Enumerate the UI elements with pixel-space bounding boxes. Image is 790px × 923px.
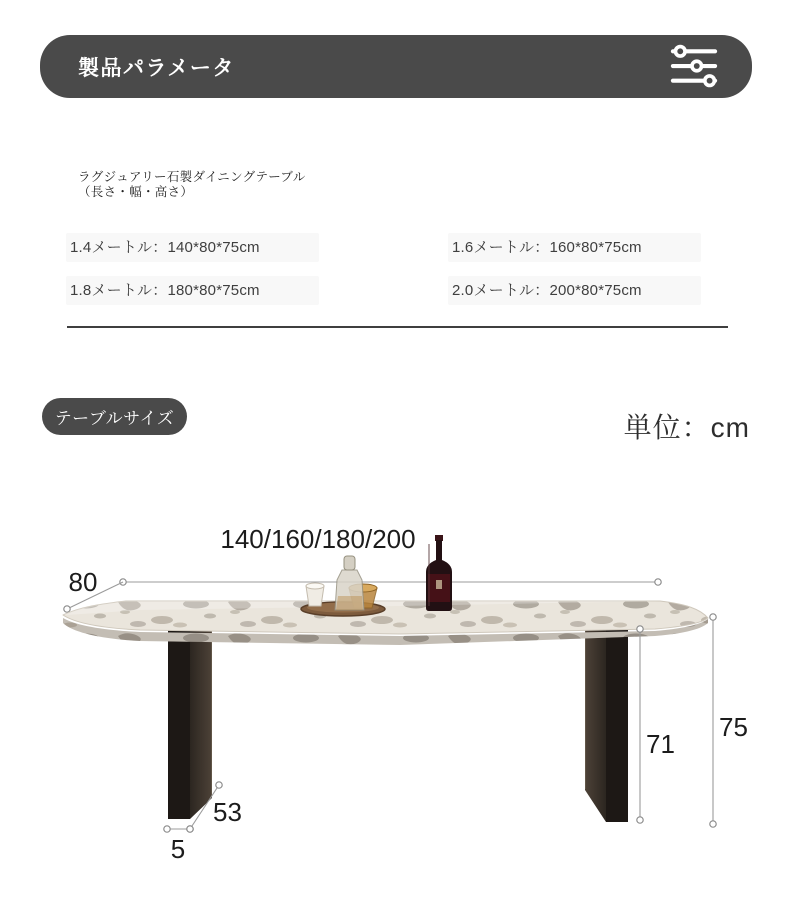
spec-1-8m: 1.8メートル：180*80*75cm xyxy=(66,276,319,305)
dimension-line-leg-thickness xyxy=(164,826,193,832)
dimension-leg-height-value: 71 xyxy=(646,729,675,759)
dimension-leg-thickness-value: 5 xyxy=(170,834,186,864)
product-title-line1: ラグジュアリー石製ダイニングテーブル xyxy=(78,170,306,184)
spec-2-0m: 2.0メートル：200*80*75cm xyxy=(448,276,701,305)
dimension-length-value: 140/160/180/200 xyxy=(220,524,416,554)
decanter xyxy=(335,556,364,610)
table-leg-left xyxy=(168,618,212,819)
section-title: 製品パラメータ xyxy=(78,56,235,80)
table-size-badge-label: テーブルサイズ xyxy=(54,409,175,428)
dimension-line-leg-height xyxy=(637,626,643,823)
section-divider xyxy=(67,326,728,328)
dimension-line-length xyxy=(120,579,661,585)
spec-1-4m: 1.4メートル：140*80*75cm xyxy=(66,233,319,262)
unit-label: 単位：cm xyxy=(623,412,750,443)
wine-bottle xyxy=(426,535,452,611)
product-title xyxy=(78,170,306,200)
sliders-icon xyxy=(668,44,720,88)
table-size-badge xyxy=(42,398,187,435)
table-dimension-figure xyxy=(0,460,790,923)
size-spec-list xyxy=(66,233,726,305)
dimension-leg-depth-value: 53 xyxy=(213,797,242,827)
product-title-line2: （長さ・幅・高さ） xyxy=(78,185,194,199)
table-leg-right xyxy=(585,616,628,822)
dimension-depth-value: 80 xyxy=(68,567,98,597)
cup xyxy=(306,583,324,606)
section-header-banner xyxy=(40,35,752,98)
spec-1-6m: 1.6メートル：160*80*75cm xyxy=(448,233,701,262)
dimension-line-total-height xyxy=(710,614,716,827)
dimension-total-height-value: 75 xyxy=(719,712,748,742)
